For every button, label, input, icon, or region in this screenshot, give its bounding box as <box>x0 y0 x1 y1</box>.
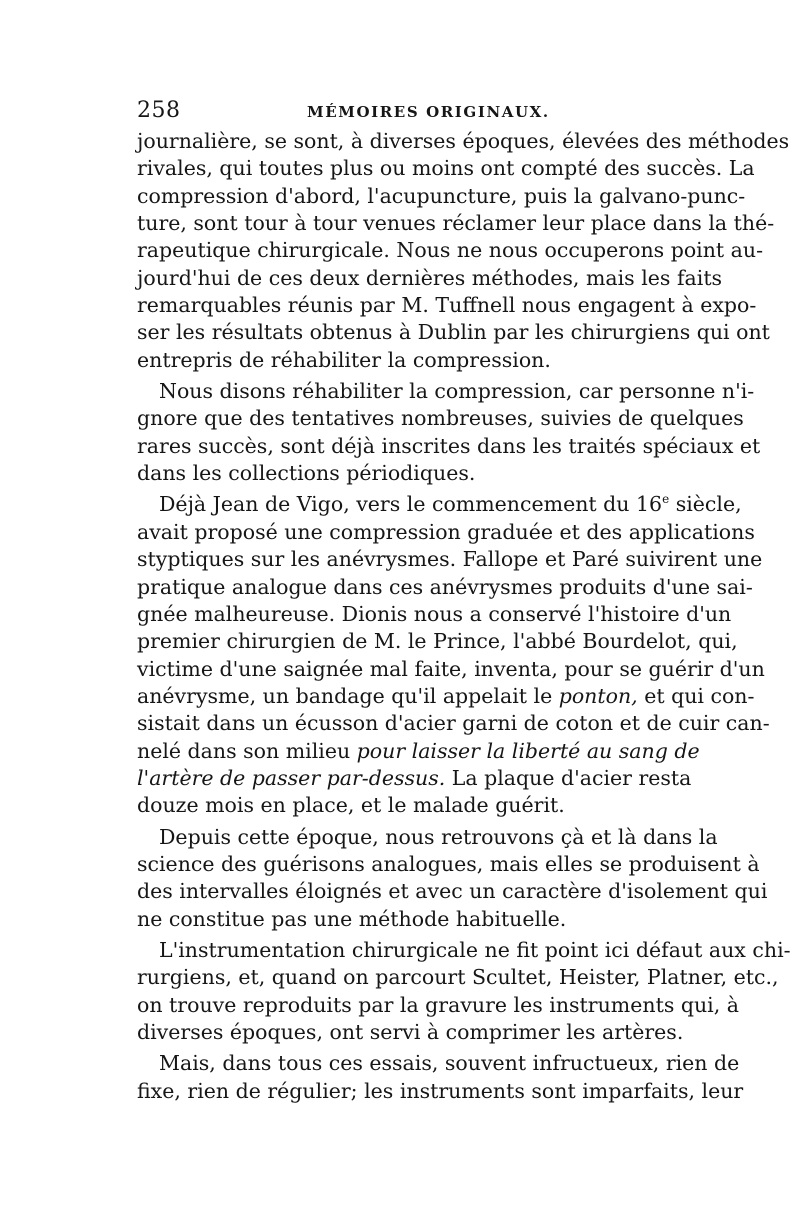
text-line: science des guérisons analogues, mais elles se produisent à <box>137 851 760 876</box>
text-line: douze mois en place, et le malade guérit. <box>137 793 565 818</box>
text-line: sistait dans un écusson d'acier garni de coton et de cuir can- <box>137 711 770 736</box>
text-line: rurgiens, et, quand on parcourt Scultet, Heister, Platner, etc., <box>137 965 779 990</box>
text-line <box>137 765 692 792</box>
text-line <box>137 683 755 710</box>
text-line: remarquables réunis par M. Tuffnell nous engagent à expo- <box>137 293 757 318</box>
text-line: journalière, se sont, à diverses époques, élevées des méthodes <box>137 129 790 153</box>
italic-text: pour laisser la liberté au sang de <box>356 738 700 763</box>
text-line: styptiques sur les anévrysmes. Fallope et Paré suivirent une <box>137 547 763 572</box>
text-line: ser les résultats obtenus à Dublin par les chirurgiens qui ont <box>137 320 770 345</box>
text-line: Nous disons réhabiliter la compression, car personne n'i- <box>159 379 755 404</box>
text-line: ne constitue pas une méthode habituelle. <box>137 906 567 931</box>
text-run: nelé dans son milieu <box>137 738 357 763</box>
paragraph-3 <box>137 491 770 819</box>
text-line <box>137 491 742 518</box>
text-line: rares succès, sont déjà inscrites dans les traités spéciaux et <box>137 433 761 458</box>
italic-text: l'artère de passer par-dessus. <box>137 765 446 790</box>
running-head <box>137 96 663 126</box>
page-number: 258 <box>137 98 181 123</box>
text-line: rapeutique chirurgicale. Nous ne nous occuperons point au- <box>137 238 764 263</box>
text-line: victime d'une saignée mal faite, inventa, pour se guérir d'un <box>137 656 765 681</box>
text-line: diverses époques, ont servi à comprimer les artères. <box>137 1020 684 1044</box>
paragraph-5 <box>137 937 791 1046</box>
text-run: et qui con- <box>637 683 755 708</box>
text-line: Mais, dans tous ces essais, souvent infructueux, rien de <box>159 1051 740 1076</box>
text-line: des intervalles éloignés et avec un caractère d'isolement qui <box>137 879 768 904</box>
superscript: e <box>662 492 670 507</box>
text-run: La plaque d'acier resta <box>445 765 692 790</box>
body-text <box>137 128 791 1109</box>
text-run: anévrysme, un bandage qu'il appelait le <box>137 683 559 708</box>
paragraph-6 <box>137 1050 744 1105</box>
paragraph-4 <box>137 824 768 933</box>
text-run: siècle, <box>669 492 742 517</box>
text-line: L'instrumentation chirurgicale ne fit point ici défaut aux chi- <box>159 937 791 962</box>
text-line: on trouve reproduits par la gravure les instruments qui, à <box>137 992 739 1017</box>
text-line: premier chirurgien de M. le Prince, l'abbé Bourdelot, qui, <box>137 629 738 654</box>
text-line: avait proposé une compression graduée et des applications <box>137 519 755 544</box>
text-line: dans les collections périodiques. <box>137 461 476 486</box>
italic-text: ponton, <box>558 683 638 708</box>
text-line <box>137 738 700 765</box>
text-line: gnée malheureuse. Dionis nous a conservé l'histoire d'un <box>137 601 732 626</box>
paragraph-1 <box>137 128 790 374</box>
text-line: jourd'hui de ces deux dernières méthodes, mais les faits <box>137 265 723 290</box>
text-line: rivales, qui toutes plus ou moins ont compté des succès. La <box>137 156 755 181</box>
text-line: gnore que des tentatives nombreuses, suivies de quelques <box>137 406 744 431</box>
paragraph-2 <box>137 378 761 487</box>
text-line: pratique analogue dans ces anévrysmes produits d'une sai- <box>137 574 753 599</box>
text-line: Depuis cette époque, nous retrouvons çà et là dans la <box>159 824 718 849</box>
text-line: compression d'abord, l'acupuncture, puis la galvano-punc- <box>137 183 746 208</box>
text-line: fixe, rien de régulier; les instruments sont imparfaits, leur <box>137 1078 744 1103</box>
text-line: ture, sont tour à tour venues réclamer leur place dans la thé- <box>137 211 775 236</box>
running-title: MÉMOIRES ORIGINAUX. <box>307 103 550 121</box>
text-line: entrepris de réhabiliter la compression. <box>137 347 551 372</box>
text-run: Déjà Jean de Vigo, vers le commencement du 16 <box>159 492 663 517</box>
